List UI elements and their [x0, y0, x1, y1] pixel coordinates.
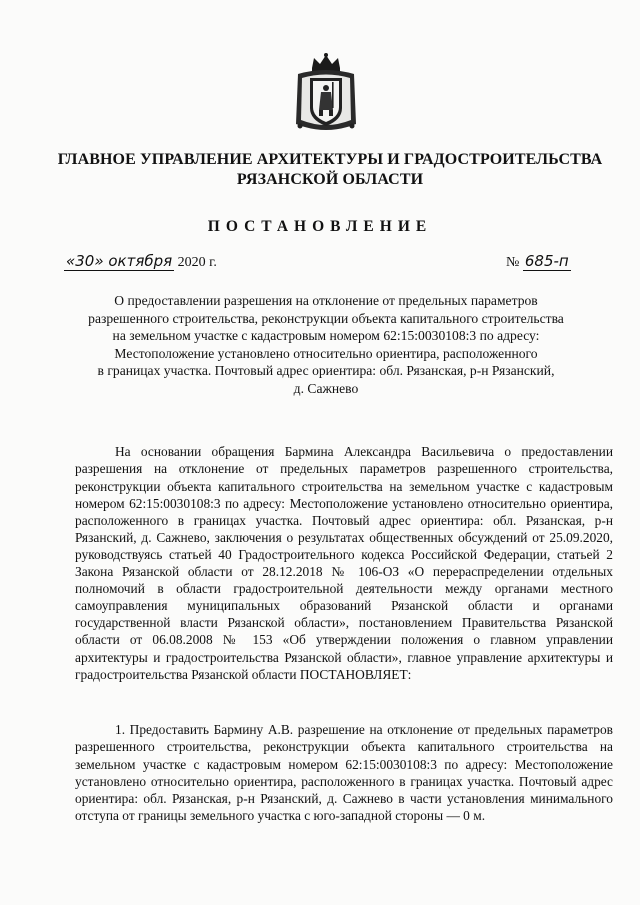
handwritten-number: 685-п — [524, 252, 569, 270]
org-line-1: ГЛАВНОЕ УПРАВЛЕНИЕ АРХИТЕКТУРЫ И ГРАДОСТРОИТЕЛЬСТВА — [57, 151, 603, 168]
document-type-title: ПОСТАНОВЛЕНИЕ — [207, 218, 433, 235]
document-subject — [56, 292, 596, 398]
handwritten-date: «30» октября — [66, 252, 173, 270]
document-number — [506, 252, 571, 271]
subject-line: О предоставлении разрешения на отклонение от предельных параметров — [114, 293, 538, 308]
subject-line: д. Сажнево — [293, 380, 359, 396]
subject-line: на земельном участке с кадастровым номером 62:15:0030108:3 по адресу: — [112, 328, 540, 344]
subject-line: Местоположение установлено относительно ориентира, расположенного — [114, 345, 538, 361]
date-year: 2020 г. — [177, 255, 217, 270]
org-line-2: РЯЗАНСКОЙ ОБЛАСТИ — [236, 171, 424, 188]
number-prefix: № — [506, 255, 520, 270]
organization-name — [40, 150, 620, 190]
subject-line: разрешенного строительства, реконструкции объекта капитального строительства — [88, 310, 564, 326]
resolution-item-1: 1. Предоставить Бармину А.В. разрешение на отклонение от предельных параметров разрешенного строительства, реконструкции объекта капитального строительства на земельном участке с кадастровым номером 62:15:0030108:3 по адресу: Местоположение установлено относительно ориентира, расположенного в границах участка. Почтовый адрес ориентира: обл. Рязанская, р-н Рязанский, д. Сажнево в части установления минимального отступа от границы земельного участка с юго-западной стороны — 0 м. — [75, 722, 613, 823]
subject-line: в границах участка. Почтовый адрес ориентира: обл. Рязанская, р-н Рязанский, — [97, 363, 555, 379]
ryazan-coat-of-arms-icon — [292, 52, 360, 136]
document-date — [64, 252, 217, 271]
preamble-paragraph: На основании обращения Бармина Александра Васильевича о предоставлении разрешения на отклонение от предельных параметров разрешенного строительства, реконструкции объекта капитального строительства на земельном участке с кадастровым номером 62:15:0030108:3 по адресу: Местоположение установлено относительно ориентира, расположенного в границах участка. Почтовый адрес ориентира: обл. Рязанская, р-н Рязанский, д. Сажнево, заключения о результатах общественных обсуждений от 25.09.2020, руководствуясь статьей 40 Градостроительного кодекса Российской Федерации, статьей 2 Закона Рязанской области от 28.12.2018 № 106-ОЗ «О перераспределении отдельных полномочий в области градостроительной деятельности между органами местного самоуправления муниципальных образований Рязанской области и органами государственной власти Рязанской области», постановлением Правительства Рязанской области от 06.08.2008 № 153 «Об утверждении положения о главном управлении архитектуры и градостроительства Рязанской области», главное управление архитектуры и градостроительства Рязанской области ПОСТАНОВЛЯЕТ: — [75, 444, 613, 682]
